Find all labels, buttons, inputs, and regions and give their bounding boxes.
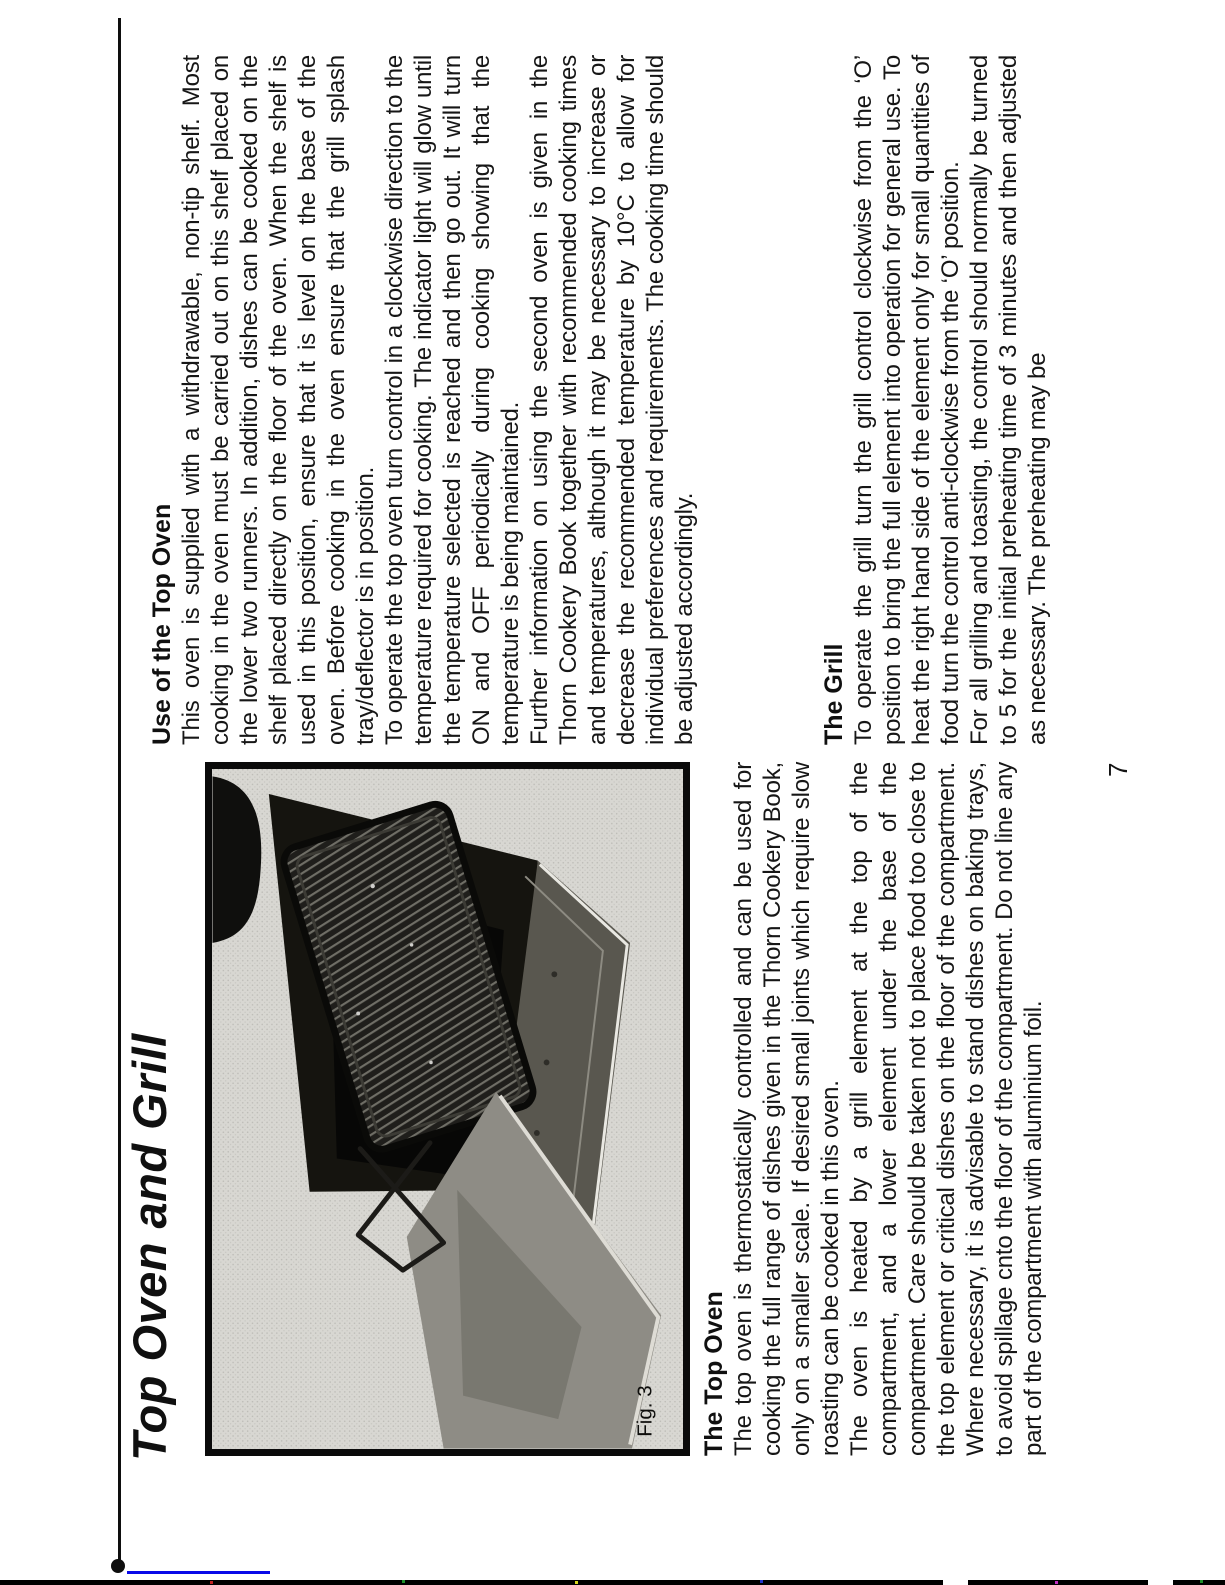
paragraph: The top oven is thermostatically controlled and can be used for cooking the full range of dishes given in the Thorn Cookery Book, only on a smaller scale. If desired small joints which require slow roasting can be cooked in this oven. — [730, 762, 844, 1456]
section-the-top-oven — [700, 762, 1048, 1456]
scan-edge-bar-segment — [0, 1580, 943, 1585]
section-use-of-the-top-oven — [148, 55, 699, 745]
paragraph: For all grilling and toasting, the control should normally be turned to 5 for the initial preheating time of 3 minutes and then adjusted as necessary. The preheating may be — [966, 55, 1051, 745]
scan-blue-line — [127, 1571, 270, 1574]
paragraph: To operate the top oven turn control in a clockwise direction to the temperature required for cooking. The indicator light will glow until the temperature selected is reached and then go out. It will turn ON and OFF periodically during cooking showing that the temperature is being maintained. — [381, 55, 524, 745]
section-heading-the-grill: The Grill — [820, 643, 848, 745]
paragraph: Further information on using the second oven is given in the Thorn Cookery Book together with recommended cooking times and temperatures, although it may be necessary to increase or decrease the recommended temperature by 10°C to allow for individual preferences and requirements. The cooking time should be adjusted accordingly. — [526, 55, 698, 745]
figure-label: Fig. 3 — [633, 1385, 656, 1438]
paragraph: This oven is supplied with a withdrawable, non-tip shelf. Most cooking in the oven must be carried out on this shelf placed on the lower two runners. In addition, dishes can be cooked on the shelf placed directly on the floor of the oven. When the shelf is used in this position, ensure that it is level on the base of the oven. Before cooking in the oven ensure that the grill splash tray/deflector is in position. — [178, 55, 379, 745]
paragraph: The oven is heated by a grill element at the top of the compartment, and a lower element under the base of the compartment. Care should be taken not to place food too close to the top element or critical dishes on the floor of the compartment. Where necessary, it is advisable to stand dishes on baking trays, to avoid spillage cnto the floor of the compartment. Do not line any part of the compartment with aluminium foil. — [846, 762, 1047, 1456]
header-rule — [118, 18, 121, 1568]
page-number: 7 — [1103, 762, 1133, 777]
paragraph: To operate the grill turn the grill control clockwise from the ‘O’ position to bring the full element into operation for general use. To heat the right hand side of the element only for small quantities of food turn the control anti-clockwise from the ‘O’ position. — [850, 55, 964, 745]
section-heading-the-top-oven: The Top Oven — [700, 1291, 728, 1456]
scan-edge-bar-segment — [1173, 1580, 1225, 1585]
page-title: Top Oven and Grill — [123, 1033, 176, 1461]
figure-photo — [212, 769, 683, 1449]
scan-edge-bar-segment — [968, 1580, 1148, 1585]
figure-photo-frame — [205, 762, 690, 1456]
scan-color-noise — [0, 1581, 3, 1584]
section-heading-use-of-the-top-oven: Use of the Top Oven — [148, 503, 176, 745]
oven-photo-illustration — [212, 769, 683, 1449]
section-the-grill — [820, 55, 1052, 745]
